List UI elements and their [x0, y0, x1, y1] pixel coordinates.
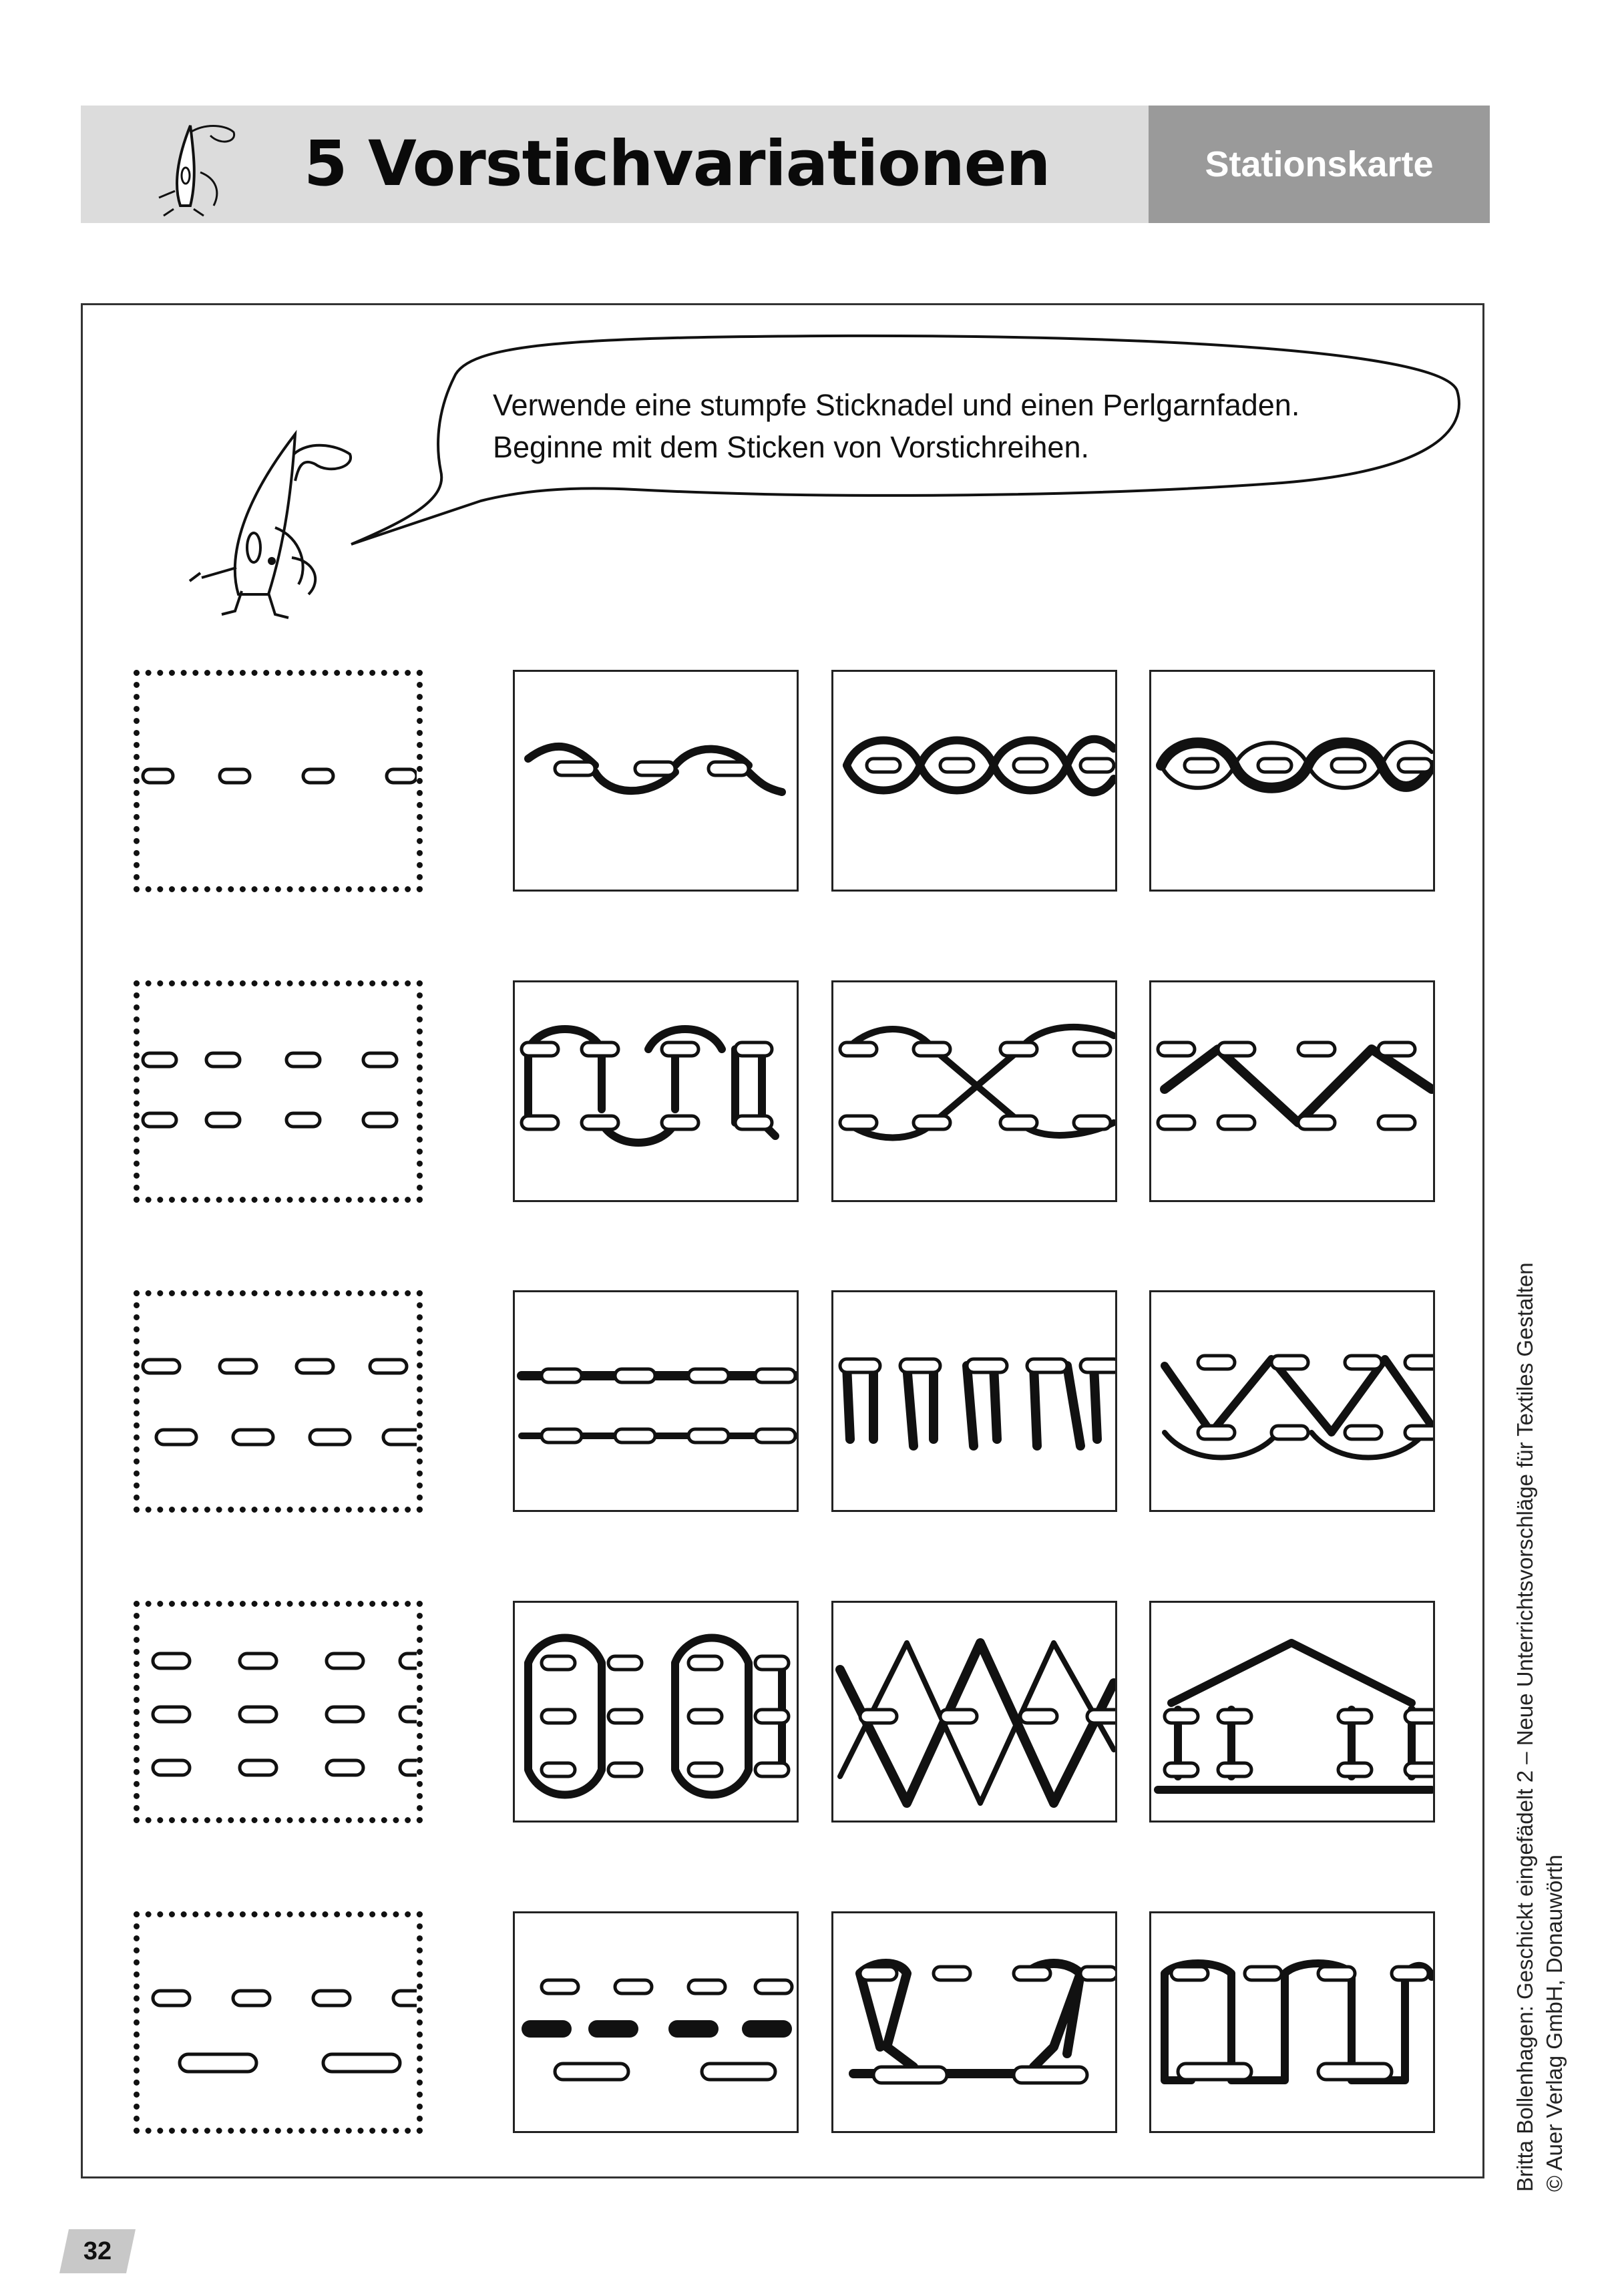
stitch-mark — [1318, 1967, 1355, 1980]
page-number-badge — [59, 2229, 136, 2273]
stitch-mark — [220, 1360, 256, 1373]
stitch-mark — [1080, 1359, 1115, 1372]
stitch-mark — [900, 1359, 940, 1372]
stitch-mark — [1014, 1967, 1050, 1980]
stitch-mark — [296, 1360, 333, 1373]
stitch-mark — [688, 1980, 725, 1993]
stitch-mark — [1027, 1359, 1067, 1372]
stitch-mark — [383, 1430, 417, 1445]
pattern-box-two-row-running-stitch — [134, 980, 423, 1203]
stitch-mark — [153, 1760, 190, 1775]
stitch-mark — [363, 1053, 397, 1067]
stitch-mark — [582, 1042, 618, 1056]
page-title: 5 Vorstichvariationen — [304, 128, 1050, 200]
stitch-mark — [1405, 1356, 1433, 1369]
stitch-mark — [940, 1710, 977, 1723]
stitch-mark — [233, 1430, 273, 1445]
stitch-mark — [1378, 1116, 1415, 1129]
variant-box-interlaced-double-loops — [1149, 670, 1435, 892]
stitch-mark — [615, 1980, 652, 1993]
stitch-mark — [735, 1116, 772, 1129]
stitch-mark — [1080, 759, 1114, 772]
stitch-mark — [286, 1113, 320, 1127]
stitch-mark — [1218, 1116, 1255, 1129]
stitch-mark — [1378, 1042, 1415, 1056]
stitch-mark — [940, 759, 974, 772]
stitch-mark — [400, 1760, 417, 1775]
stitch-mark — [1198, 1426, 1235, 1439]
stitch-mark — [542, 1656, 575, 1670]
stitch-mark — [755, 1710, 789, 1723]
stitch-mark — [156, 1430, 196, 1445]
stitch-mark — [327, 1707, 363, 1722]
stitch-mark — [860, 1967, 897, 1980]
stitch-mark — [1080, 1967, 1115, 1980]
stitch-mark — [755, 1763, 789, 1776]
stitch-mark — [1345, 1356, 1382, 1369]
stitch-mark — [1000, 1116, 1037, 1129]
stitch-mark — [1158, 1116, 1195, 1129]
stitch-mark — [363, 1113, 397, 1127]
instruction-line-1: Verwende eine stumpfe Sticknadel und einen Perlgarnfaden. — [493, 388, 1300, 422]
stitch-mark — [143, 1360, 180, 1373]
stitch-mark — [688, 1429, 729, 1443]
copyright-credit — [1510, 1262, 1569, 2192]
stitch-mark — [555, 2064, 628, 2080]
stitch-mark — [1338, 1710, 1372, 1723]
stitch-mark — [709, 762, 749, 775]
instruction-text — [493, 384, 1299, 468]
stitch-mark — [615, 1369, 655, 1382]
stitch-mark — [735, 1042, 772, 1056]
stitch-mark — [370, 1360, 407, 1373]
variant-box-whipped-loops — [513, 670, 799, 892]
needle-mascot-icon — [175, 427, 362, 628]
stitch-mark — [1185, 759, 1218, 772]
stitch-mark — [914, 1042, 950, 1056]
variant-box-crossed-lacing — [831, 980, 1117, 1202]
stitch-mark — [635, 762, 675, 775]
pattern-box-three-row-grid-stitch — [134, 1601, 423, 1823]
stitch-mark — [153, 1991, 190, 2005]
stitch-mark — [233, 1991, 270, 2005]
stitch-mark — [1165, 1763, 1198, 1776]
stitch-mark — [1258, 759, 1291, 772]
stitch-mark — [400, 1707, 417, 1722]
stitch-mark — [967, 1359, 1007, 1372]
thread-path — [847, 1366, 1097, 1446]
stitch-mark — [934, 1967, 970, 1980]
stitch-mark — [143, 769, 173, 783]
stitch-mark — [323, 2054, 400, 2072]
stitch-mark — [153, 1707, 190, 1722]
stitch-mark — [1245, 1967, 1281, 1980]
variant-box-double-loops — [831, 670, 1117, 892]
stitch-mark — [313, 1991, 350, 2005]
stitch-mark — [1158, 1042, 1195, 1056]
stitch-mark — [914, 1116, 950, 1129]
variant-box-alternating-bold — [513, 1911, 799, 2133]
stitch-mark — [387, 769, 417, 783]
stitch-mark — [608, 1710, 642, 1723]
stitch-mark — [1392, 1967, 1428, 1980]
stitch-mark — [1074, 1116, 1111, 1129]
stitch-mark — [542, 1429, 582, 1443]
stitch-mark — [873, 2067, 947, 2083]
stitch-mark — [1405, 1763, 1433, 1776]
stitch-mark — [1014, 2067, 1087, 2083]
stitch-mark — [662, 1116, 698, 1129]
stitch-mark — [1087, 1710, 1115, 1723]
stitch-mark — [206, 1113, 240, 1127]
stitch-mark — [542, 1710, 575, 1723]
stitch-mark — [702, 2064, 775, 2080]
stitch-mark — [840, 1116, 877, 1129]
stitch-mark — [755, 1980, 792, 1993]
stitch-mark — [555, 762, 595, 775]
stitch-mark — [1218, 1710, 1251, 1723]
stitch-mark — [1405, 1426, 1433, 1439]
variant-box-boxed-bars — [1149, 1911, 1435, 2133]
pattern-box-short-and-long-stitch — [134, 1911, 423, 2134]
stitch-mark — [742, 2020, 792, 2038]
variant-box-laced-arches — [513, 980, 799, 1202]
variant-box-zigzag — [1149, 980, 1435, 1202]
stitch-mark — [1165, 1710, 1198, 1723]
stitch-mark — [1338, 1763, 1372, 1776]
stitch-mark — [522, 2020, 572, 2038]
stitch-mark — [755, 1656, 789, 1670]
stitch-mark — [840, 1359, 880, 1372]
stitch-mark — [542, 1980, 578, 1993]
stitch-mark — [867, 759, 900, 772]
stitch-mark — [1020, 1710, 1057, 1723]
stitch-mark — [608, 1763, 642, 1776]
stitch-mark — [860, 1710, 897, 1723]
stitch-mark — [1398, 759, 1432, 772]
stitch-mark — [393, 1991, 417, 2005]
stitch-mark — [1298, 1042, 1335, 1056]
stitch-mark — [1271, 1356, 1308, 1369]
stitch-mark — [840, 1042, 877, 1056]
stitch-mark — [220, 769, 250, 783]
stitch-mark — [240, 1654, 276, 1668]
stitch-mark — [688, 1369, 729, 1382]
variant-box-diamond-lattice — [831, 1601, 1117, 1823]
stitch-mark — [688, 1763, 722, 1776]
stitch-mark — [542, 1369, 582, 1382]
pattern-box-two-row-offset-running-stitch — [134, 1290, 423, 1513]
page-number: 32 — [83, 2237, 112, 2265]
stitch-mark — [542, 1763, 575, 1776]
credit-line-2: © Auer Verlag GmbH, Donauwörth — [1542, 1855, 1567, 2192]
thread-path — [1165, 1049, 1432, 1123]
stitch-mark — [303, 769, 333, 783]
stitch-mark — [153, 1654, 190, 1668]
stitch-mark — [1298, 1116, 1335, 1129]
stitch-mark — [1345, 1426, 1382, 1439]
stitch-mark — [1074, 1042, 1111, 1056]
stitch-mark — [240, 1707, 276, 1722]
stitch-mark — [240, 1760, 276, 1775]
stitch-mark — [1000, 1042, 1037, 1056]
stitch-mark — [206, 1053, 240, 1067]
stitch-mark — [662, 1042, 698, 1056]
stitch-mark — [588, 2020, 638, 2038]
stitch-mark — [582, 1116, 618, 1129]
variant-box-house-shape — [1149, 1601, 1435, 1823]
stitch-mark — [143, 1053, 176, 1067]
stitch-mark — [1218, 1763, 1251, 1776]
variant-box-hourglass-bars — [831, 1911, 1117, 2133]
stitch-mark — [310, 1430, 350, 1445]
stitch-mark — [1014, 759, 1047, 772]
stitch-mark — [1332, 759, 1365, 772]
variant-box-ladder-arches — [513, 1601, 799, 1823]
stitch-mark — [608, 1656, 642, 1670]
pattern-box-single-row-running-stitch — [134, 670, 423, 892]
stitch-mark — [1318, 2064, 1392, 2080]
stitch-mark — [755, 1429, 795, 1443]
stitch-mark — [286, 1053, 320, 1067]
stitch-mark — [400, 1654, 417, 1668]
stitch-mark — [327, 1760, 363, 1775]
stitch-mark — [668, 2020, 719, 2038]
needle-mascot-icon — [127, 112, 254, 219]
stitch-mark — [1171, 1967, 1208, 1980]
stitch-mark — [180, 2054, 256, 2072]
stitch-mark — [522, 1116, 558, 1129]
stitch-mark — [1198, 1356, 1235, 1369]
stitch-mark — [755, 1369, 795, 1382]
stitch-mark — [327, 1654, 363, 1668]
stitch-mark — [688, 1656, 722, 1670]
stitch-mark — [143, 1113, 176, 1127]
variant-box-whipped-lines — [513, 1290, 799, 1512]
stitch-mark — [1405, 1710, 1433, 1723]
stitch-mark — [1178, 2064, 1251, 2080]
station-card-badge: Stationskarte — [1149, 106, 1490, 223]
variant-box-double-zigzag — [1149, 1290, 1435, 1512]
stitch-mark — [1218, 1042, 1255, 1056]
stitch-mark — [615, 1429, 655, 1443]
instruction-line-2: Beginne mit dem Sticken von Vorstichreihen. — [493, 430, 1089, 464]
stitch-mark — [688, 1710, 722, 1723]
stitch-mark — [522, 1042, 558, 1056]
stitch-mark — [1271, 1426, 1308, 1439]
credit-line-1: Britta Bollenhagen: Geschickt eingefädelt 2 – Neue Unterrichtsvorschläge für Textiles Gestalten — [1512, 1262, 1537, 2192]
variant-box-vertical-bars — [831, 1290, 1117, 1512]
